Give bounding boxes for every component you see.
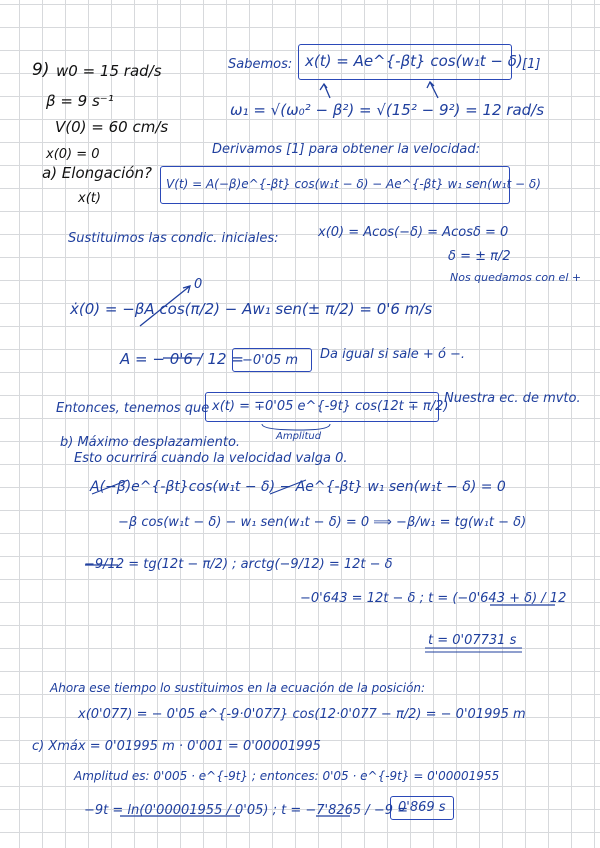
sabemos-equation: x(t) = Ae^{-βt} cos(w₁t − δ): [305, 52, 523, 70]
t-result: t = 0'07731 s: [428, 633, 517, 648]
final-result: 0'869 s: [398, 800, 446, 815]
x-evaluation: x(0'077) = − 0'05 e^{-9·0'077} cos(12·0'077 − π/2) = − 0'01995 m: [78, 707, 526, 722]
xdot-equation: ẋ(0) = −βA cos(π/2) − Aw₁ sen(± π/2) = 0'6 m/s: [70, 300, 433, 318]
b-equation-4: −0'643 = 12t − δ ; t = (−0'643 + δ) / 12: [300, 591, 567, 606]
amplitud-equation: Amplitud es: 0'005 · e^{-9t} ; entonces: 0'05 · e^{-9t} = 0'00001955: [74, 769, 500, 783]
part-b-title: b) Máximo desplazamiento.: [60, 435, 241, 450]
a-equation: A = − 0'6 / 12 =: [120, 350, 244, 368]
given-beta: β = 9 s⁻¹: [46, 92, 114, 110]
arrow-zero-label: 0: [194, 277, 203, 292]
part-a-title: a) Elongación?: [42, 164, 152, 182]
w1-equation: ω₁ = √(ω₀² − β²) = √(15² − 9²) = 12 rad/s: [230, 101, 545, 119]
brace-stroke: [262, 424, 330, 430]
esto-text: Esto ocurrirá cuando la velocidad valga 0.: [74, 451, 348, 466]
b-equation-2: −β cos(w₁t − δ) − w₁ sen(w₁t − δ) = 0 ⟹ −β/w₁ = tg(w₁t − δ): [118, 515, 527, 530]
b-equation-3: −9/12 = tg(12t − π/2) ; arctg(−9/12) = 12t − δ: [84, 557, 393, 572]
given-x0: x(0) = 0: [46, 147, 100, 162]
given-w0: w0 = 15 rad/s: [56, 62, 162, 80]
ahora-text: Ahora ese tiempo lo sustituimos en la ecuación de la posición:: [50, 681, 426, 695]
problem-number: 9): [32, 60, 50, 80]
given-v0: V(0) = 60 cm/s: [55, 118, 169, 136]
velocity-equation: V(t) = A(−β)e^{-βt} cos(w₁t − δ) − Ae^{-βt} w₁ sen(w₁t − δ): [166, 177, 541, 191]
delta-value: δ = ± π/2: [448, 249, 511, 264]
arrow-stroke: [320, 84, 330, 98]
derivamos-text: Derivamos [1] para obtener la velocidad:: [212, 142, 480, 157]
da-igual-text: Da igual si sale + ó −.: [320, 347, 466, 362]
a-result: −0'05 m: [242, 353, 299, 368]
motion-equation: x(t) = ∓0'05 e^{-9t} cos(12t ∓ π/2): [212, 399, 449, 414]
nos-quedamos-text: Nos quedamos con el +: [450, 271, 582, 284]
final-equation: −9t = ln(0'00001955 / 0'05) ; t = −7'8265 / −9 =: [84, 803, 409, 818]
part-c-line: c) Xmáx = 0'01995 m · 0'001 = 0'00001995: [32, 739, 321, 754]
sabemos-label: Sabemos:: [228, 57, 293, 72]
b-equation-1: A(−β)e^{-βt}cos(w₁t − δ) − Ae^{-βt} w₁ sen(w₁t − δ) = 0: [90, 479, 506, 495]
equation-ref: [1]: [522, 57, 541, 72]
arrow-stroke: [427, 82, 438, 98]
entonces-text: Entonces, tenemos que: [56, 401, 210, 416]
amplitud-label: Amplitud: [276, 431, 322, 442]
sustituimos-text: Sustituimos las condic. iniciales:: [68, 231, 279, 246]
nuestra-text: Nuestra ec. de mvto.: [444, 391, 581, 406]
underline-stroke: [425, 648, 522, 652]
xt-label: x(t): [78, 191, 101, 206]
x0-equation: x(0) = Acos(−δ) = Acosδ = 0: [318, 225, 509, 240]
